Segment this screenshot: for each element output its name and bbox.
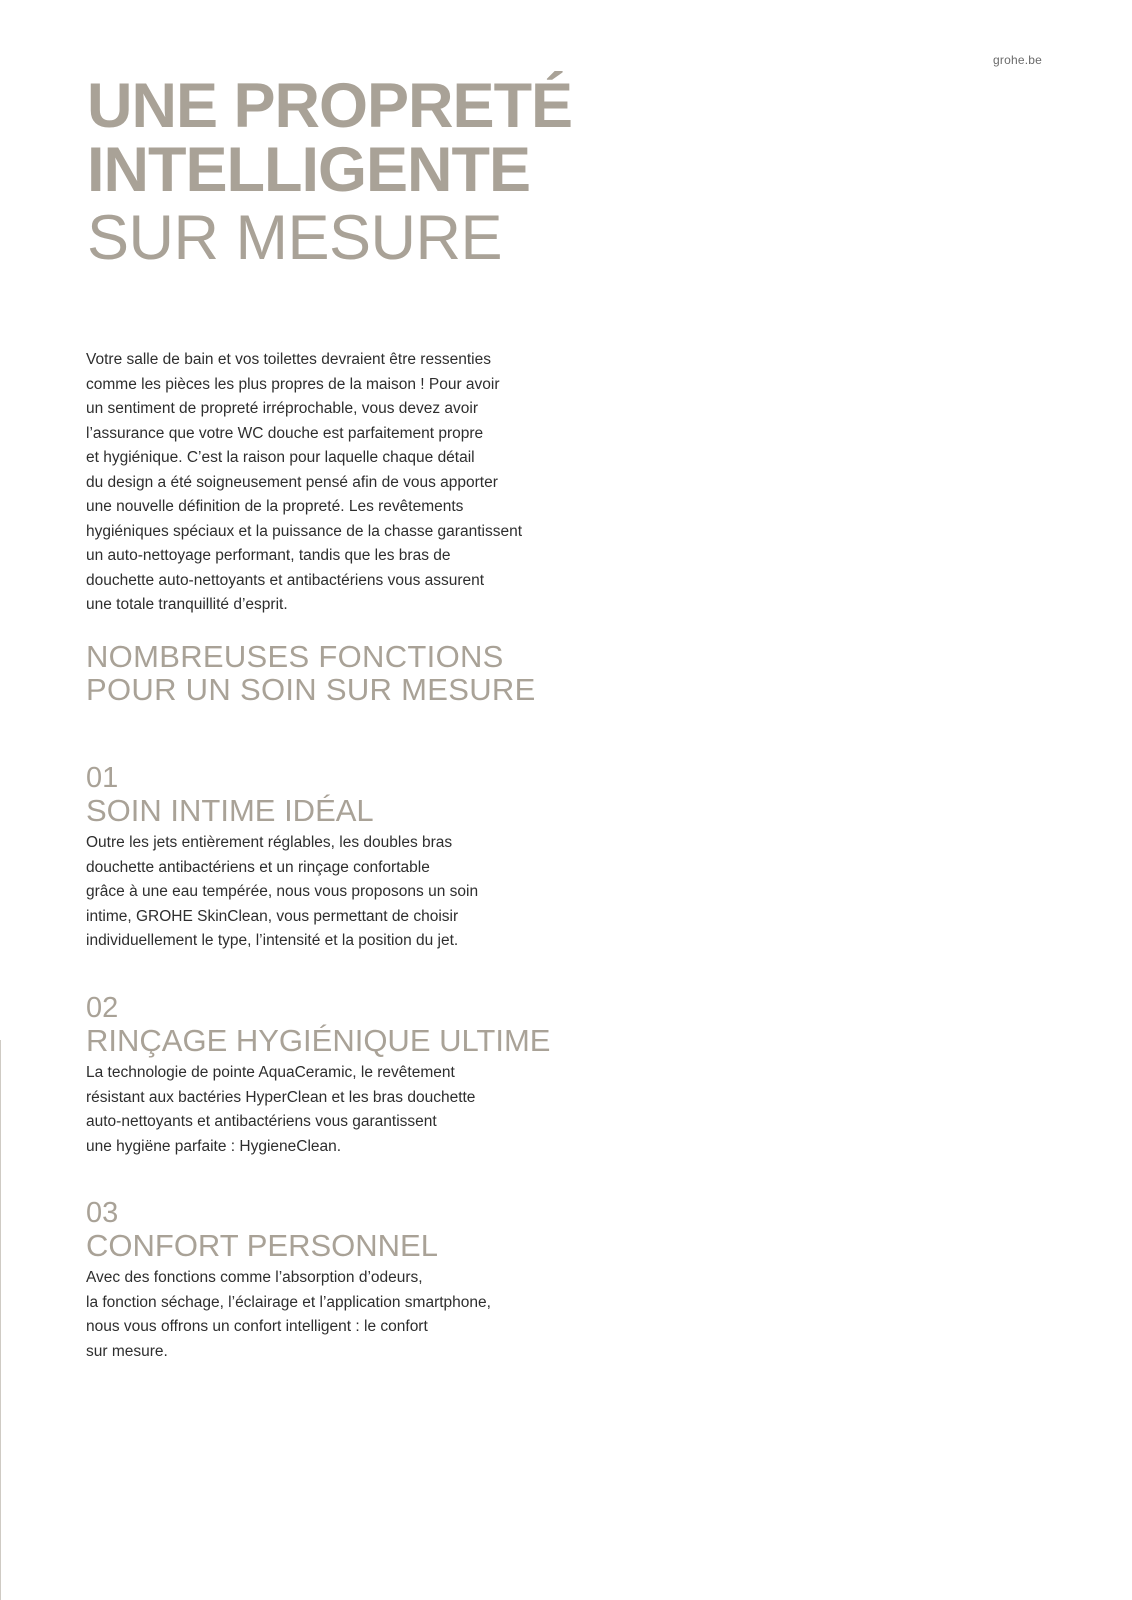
headline-line-1: UNE PROPRETÉ [87,71,573,141]
feature-line: grâce à une eau tempérée, nous vous proposons un soin [86,883,479,900]
page-headline [87,71,573,274]
intro-paragraph [86,348,566,618]
subhead-line-1: NOMBREUSES FONCTIONS [86,639,504,674]
intro-line: un auto-nettoyage performant, tandis que les bras de [86,547,451,564]
feature-line: auto-nettoyants et antibactériens vous garantissent [86,1113,437,1130]
feature-line: nous vous offrons un confort intelligent : le confort [86,1318,428,1335]
feature-title: SOIN INTIME IDÉAL [86,793,374,828]
feature-description [86,831,586,954]
feature-number: 01 [86,762,119,794]
intro-line: un sentiment de propreté irréprochable, vous devez avoir [86,400,479,417]
feature-line: la fonction séchage, l’éclairage et l’application smartphone, [86,1293,491,1311]
site-url: grohe.be [993,53,1042,67]
feature-line: La technologie de pointe AquaCeramic, le revêtement [86,1064,455,1081]
feature-number: 02 [86,992,119,1024]
intro-line: Votre salle de bain et vos toilettes devraient être ressenties [86,351,491,368]
intro-line: douchette auto-nettoyants et antibactériens vous assurent [86,571,485,589]
intro-line: l’assurance que votre WC douche est parfaitement propre [86,424,484,442]
intro-line: du design a été soigneusement pensé afin de vous apporter [86,473,498,491]
feature-line: intime, GROHE SkinClean, vous permettant de choisir [86,907,459,925]
feature-line: Outre les jets entièrement réglables, les doubles bras [86,834,453,851]
left-edge-rule [0,1040,1,1600]
feature-rincage-hygienique [86,993,586,1159]
headline-line-2: INTELLIGENTE [87,135,530,205]
intro-line: et hygiénique. C’est la raison pour laquelle chaque détail [86,449,475,466]
feature-number: 03 [86,1197,119,1229]
feature-line: douchette antibactériens et un rinçage confortable [86,858,430,876]
feature-soin-intime [86,763,586,954]
feature-description [86,1266,586,1364]
intro-line: comme les pièces les plus propres de la maison ! Pour avoir [86,375,500,393]
feature-title: RINÇAGE HYGIÉNIQUE ULTIME [86,1023,551,1058]
feature-title: CONFORT PERSONNEL [86,1228,438,1263]
feature-line: Avec des fonctions comme l’absorption d’odeurs, [86,1269,423,1286]
feature-line: une hygiëne parfaite : HygieneClean. [86,1137,342,1155]
feature-description [86,1061,586,1159]
intro-line: une nouvelle définition de la propreté. Les revêtements [86,498,464,515]
intro-line: une totale tranquillité d’esprit. [86,596,288,613]
section-subheading [86,640,536,706]
headline-line-3: SUR MESURE [87,203,503,273]
feature-line: individuellement le type, l’intensité et la position du jet. [86,932,459,949]
feature-line: résistant aux bactéries HyperClean et les bras douchette [86,1088,476,1106]
subhead-line-2: POUR UN SOIN SUR MESURE [86,672,536,707]
feature-confort-personnel [86,1198,586,1364]
feature-line: sur mesure. [86,1342,168,1360]
intro-line: hygiéniques spéciaux et la puissance de la chasse garantissent [86,522,522,540]
